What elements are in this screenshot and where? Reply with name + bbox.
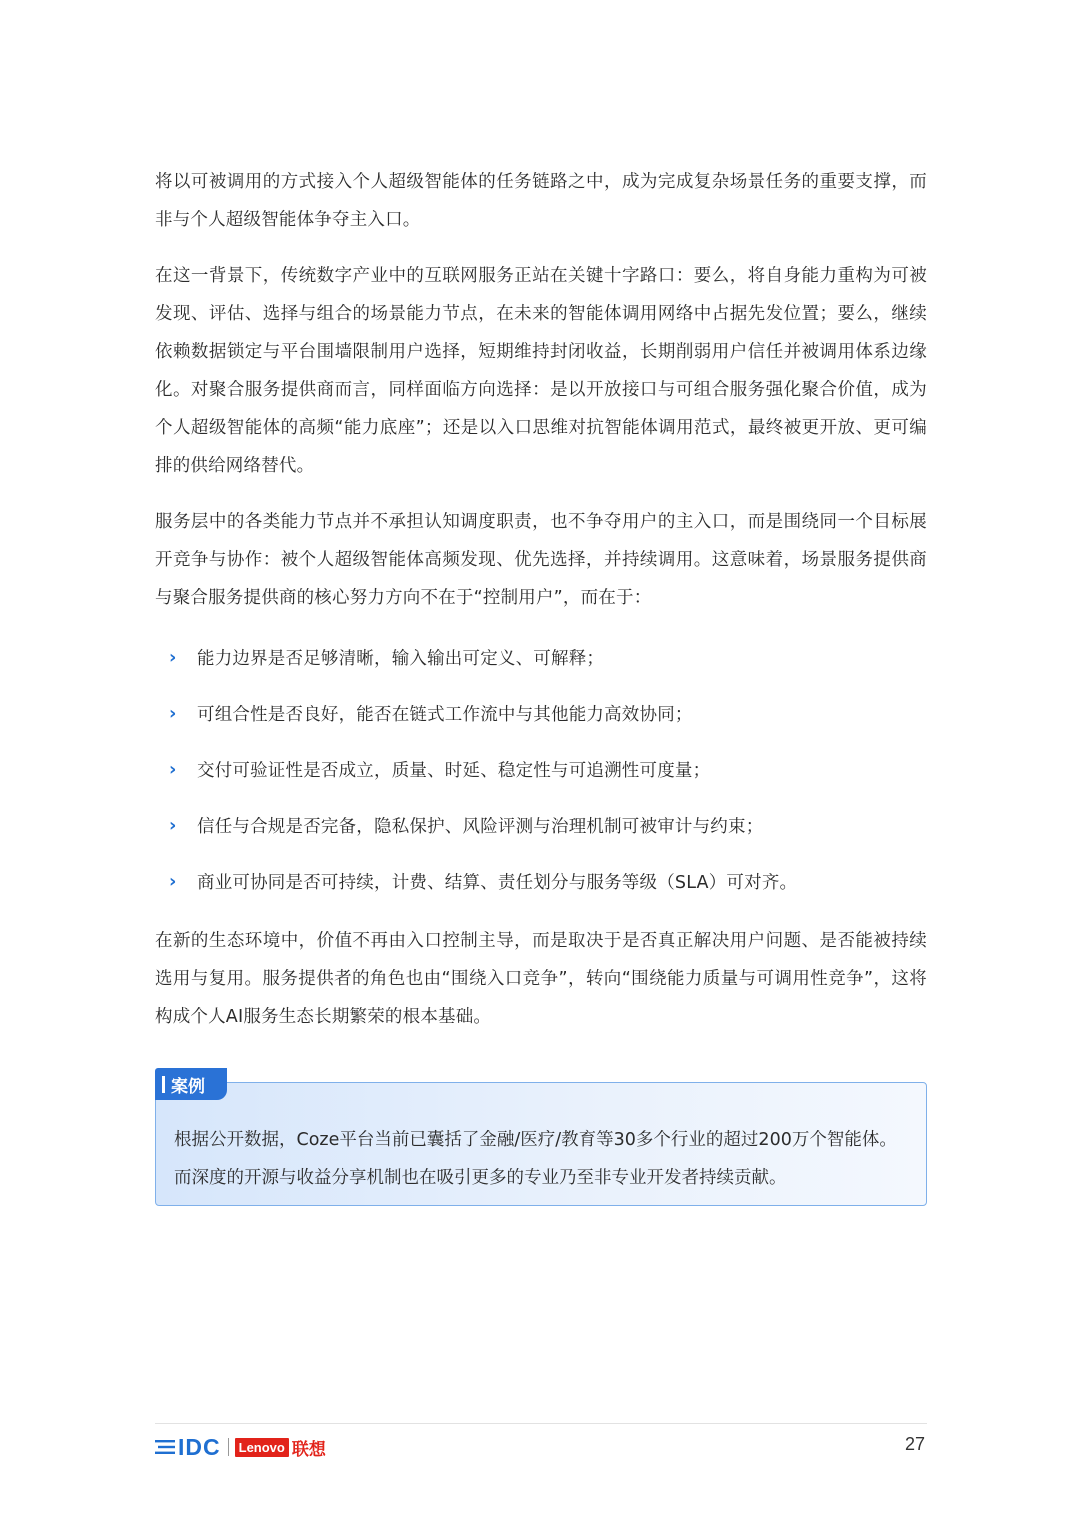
case-tag (155, 1068, 227, 1100)
list-item (155, 853, 927, 909)
logo-separator (228, 1438, 229, 1456)
paragraph-4: 在新的生态环境中，价值不再由入口控制主导，而是取决于是否真正解决用户问题、是否能被持续选用与复用。服务提供者的角色也由“围绕入口竞争”，转向“围绕能力质量与可调用性竞争”，这将构成个人AI服务生态长期繁荣的根本基础。 (155, 931, 927, 1027)
bullet-text: 能力边界是否足够清晰，输入输出可定义、可解释； (197, 648, 605, 669)
chevron-right-icon: › (169, 702, 177, 724)
idc-logo-text: IDC (178, 1433, 221, 1460)
case-box (155, 1082, 927, 1206)
case-text: 根据公开数据，Coze平台当前已囊括了金融/医疗/教育等30多个行业的超过200万个智能体。而深度的开源与收益分享机制也在吸引更多的专业乃至非专业开发者持续贡献。 (174, 1130, 897, 1188)
bullet-text: 可组合性是否良好，能否在链式工作流中与其他能力高效协同； (197, 704, 693, 725)
paragraph-3: 服务层中的各类能力节点并不承担认知调度职责，也不争夺用户的主入口，而是围绕同一个目标展开竞争与协作：被个人超级智能体高频发现、优先选择，并持续调用。这意味着，场景服务提供商与聚合服务提供商的核心努力方向不在于“控制用户”，而在于： (155, 512, 927, 608)
case-tag-label: 案例 (171, 1076, 205, 1097)
chevron-right-icon: › (169, 758, 177, 780)
chevron-right-icon: › (169, 646, 177, 668)
body-content (155, 163, 927, 1036)
footer-divider (155, 1423, 927, 1424)
bullet-text: 信任与合规是否完备，隐私保护、风险评测与治理机制可被审计与约束； (197, 816, 764, 837)
tag-bar-icon (162, 1076, 165, 1093)
lenovo-logo: Lenovo (235, 1438, 289, 1457)
paragraph-2: 在这一背景下，传统数字产业中的互联网服务正站在关键十字路口：要么，将自身能力重构为可被发现、评估、选择与组合的场景能力节点，在未来的智能体调用网络中占据先发位置；要么，继续依赖数据锁定与平台围墙限制用户选择，短期维持封闭收益，长期削弱用户信任并被调用体系边缘化。对聚合服务提供商而言，同样面临方向选择：是以开放接口与可组合服务强化聚合价值，成为个人超级智能体的高频“能力底座”；还是以入口思维对抗智能体调用范式，最终被更开放、更可编排的供给网络替代。 (155, 266, 927, 476)
case-callout (155, 1068, 927, 1206)
idc-lines-icon (155, 1438, 175, 1456)
lianxiang-logo: 联想 (291, 1439, 326, 1460)
idc-logo (155, 1434, 221, 1461)
list-item (155, 685, 927, 741)
chevron-right-icon: › (169, 814, 177, 836)
footer-logos (155, 1433, 326, 1461)
paragraph-1: 将以可被调用的方式接入个人超级智能体的任务链路之中，成为完成复杂场景任务的重要支撑，而非与个人超级智能体争夺主入口。 (155, 172, 927, 230)
list-item (155, 797, 927, 853)
list-item (155, 629, 927, 685)
bullet-text: 商业可协同是否可持续，计费、结算、责任划分与服务等级（SLA）可对齐。 (197, 872, 798, 893)
bullet-text: 交付可验证性是否成立，质量、时延、稳定性与可追溯性可度量； (197, 760, 711, 781)
bullet-list (155, 629, 927, 909)
list-item (155, 741, 927, 797)
chevron-right-icon: › (169, 870, 177, 892)
page-number: 27 (904, 1434, 925, 1454)
